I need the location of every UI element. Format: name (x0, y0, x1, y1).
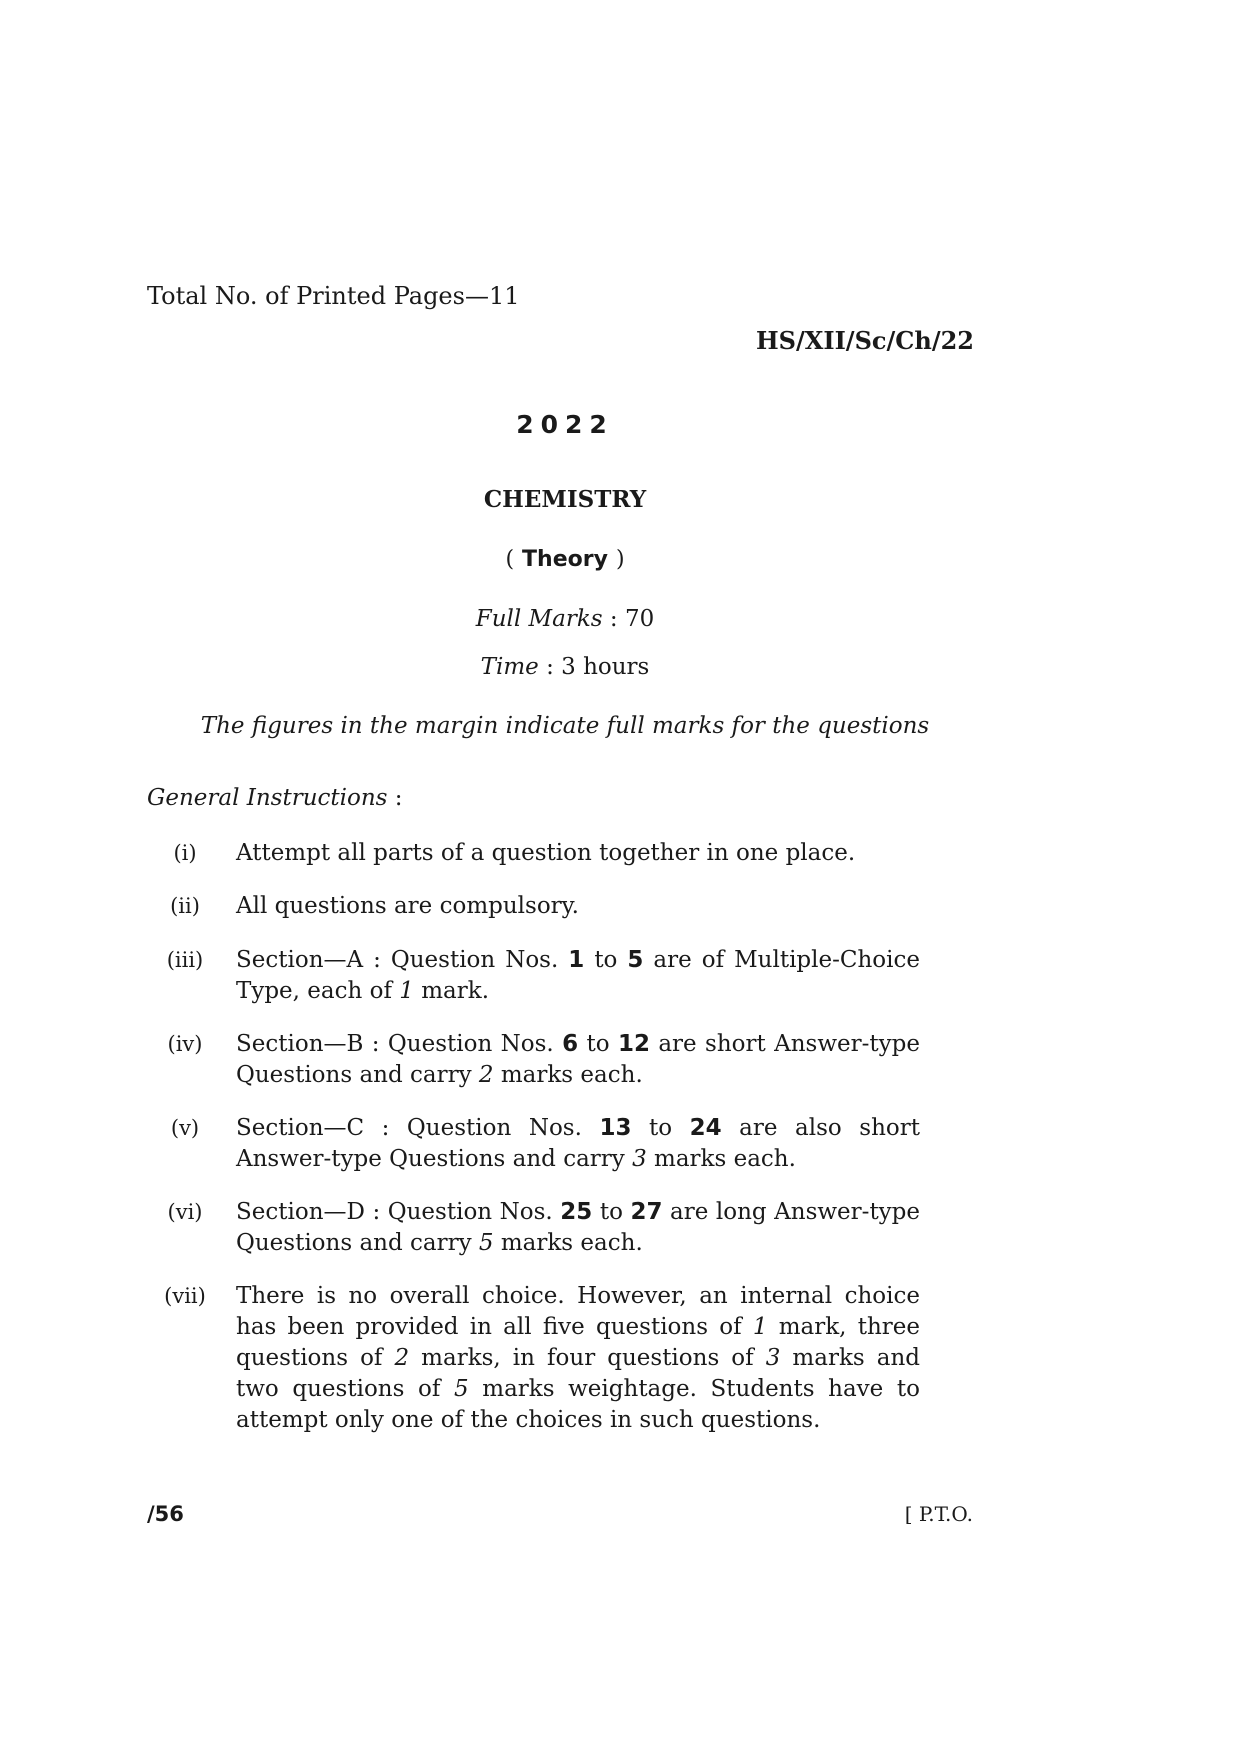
paper-type-label: Theory (522, 547, 608, 572)
full-marks-label: Full Marks (475, 606, 603, 632)
instruction-number: (vii) (164, 1284, 206, 1308)
instruction-number: (vi) (167, 1200, 203, 1224)
instruction-number: (iii) (166, 948, 204, 972)
instruction-text: All questions are compulsory. (236, 893, 579, 919)
time-label: Time (480, 654, 539, 680)
instruction-text: Section—A : Question Nos. 1 to 5 are of Multiple-Choice Type, each of 1 mark. (236, 947, 920, 1004)
instruction-text: There is no overall choice. However, an internal choice has been provided in all five questions of 1 mark, three questions of 2 marks, in four questions of 3 marks and two questions of 5 marks weightage. Students have to attempt only one of the choices in such questions. (236, 1283, 920, 1433)
instruction-item (150, 1113, 920, 1175)
instruction-number: (iv) (167, 1032, 203, 1056)
instruction-item (150, 1281, 920, 1436)
exam-time: Time : 3 hours (480, 654, 650, 680)
paper-type: ( Theory ) (505, 547, 625, 572)
paper-code: HS/XII/Sc/Ch/22 (755, 326, 974, 355)
instruction-number: (i) (173, 841, 197, 865)
total-printed-pages: Total No. of Printed Pages—11 (147, 282, 520, 310)
instruction-item (150, 891, 920, 922)
instructions-heading: General Instructions : (147, 785, 403, 811)
time-value: 3 hours (561, 654, 650, 680)
exam-year: 2022 (516, 410, 614, 439)
subject-title: CHEMISTRY (483, 486, 647, 513)
instruction-number: (ii) (170, 894, 200, 918)
instruction-text: Section—B : Question Nos. 6 to 12 are short Answer-type Questions and carry 2 marks each. (236, 1031, 920, 1088)
instruction-item (150, 838, 920, 869)
instruction-text: Section—D : Question Nos. 25 to 27 are long Answer-type Questions and carry 5 marks each. (236, 1199, 921, 1256)
page-code: /56 (147, 1502, 184, 1526)
instruction-item (150, 1197, 920, 1259)
please-turn-over: [ P.T.O. (904, 1502, 973, 1526)
full-marks-value: 70 (624, 606, 655, 632)
full-marks: Full Marks : 70 (475, 606, 655, 632)
instruction-text: Attempt all parts of a question together in one place. (236, 840, 856, 866)
instruction-item (150, 945, 920, 1007)
instruction-text: Section—C : Question Nos. 13 to 24 are also short Answer-type Questions and carry 3 marks each. (236, 1115, 920, 1172)
instruction-item (150, 1029, 920, 1091)
instruction-number: (v) (170, 1116, 200, 1140)
margin-note: The figures in the margin indicate full marks for the questions (200, 713, 930, 739)
